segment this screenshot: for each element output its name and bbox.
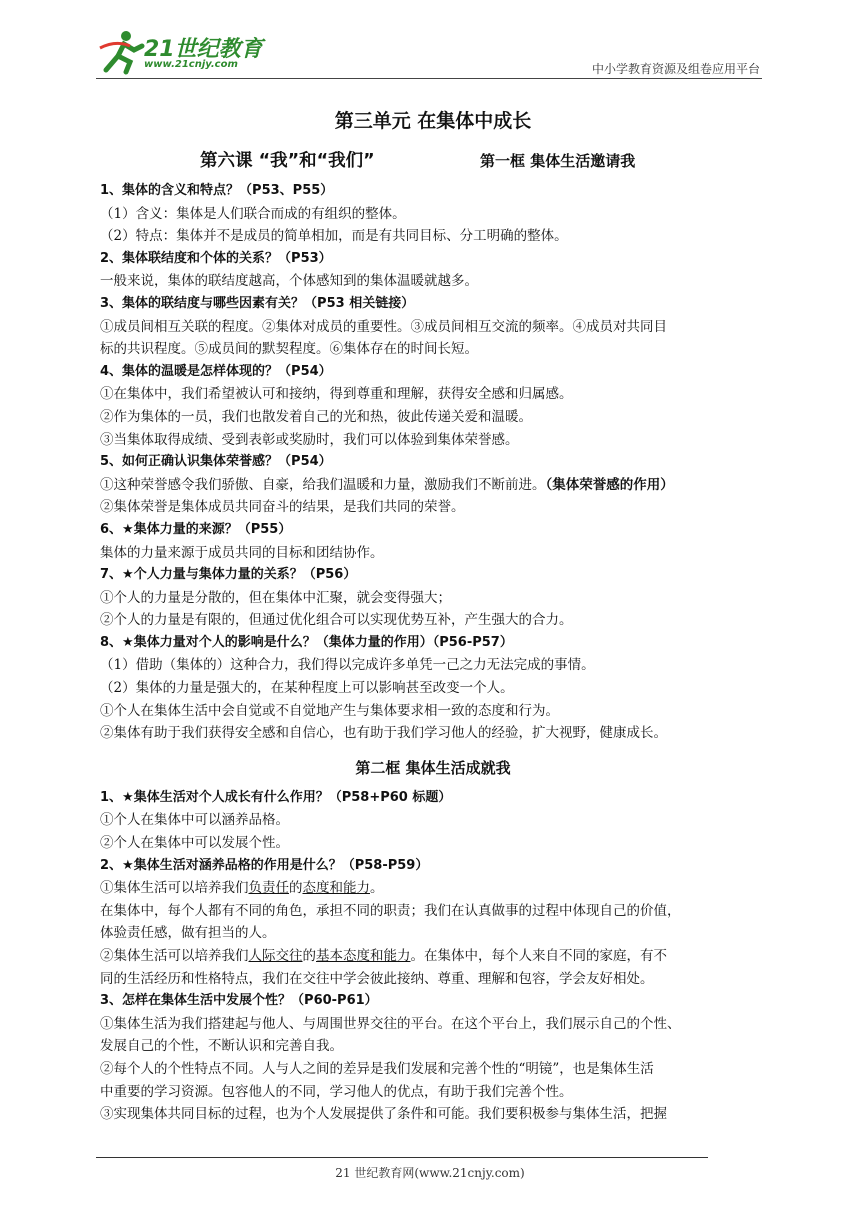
text-span: 的 [302, 948, 316, 964]
question-heading [100, 451, 766, 474]
unit-title: 第三单元 在集体中成长 [334, 110, 532, 132]
text-line [100, 900, 766, 923]
line-text: ①个人在集体生活中会自觉或不自觉地产生与集体要求相一致的态度和行为。 [100, 702, 559, 719]
text-line [100, 700, 766, 723]
text-line [100, 474, 766, 497]
line-text: ①在集体中，我们希望被认可和接纳，得到尊重和理解，获得安全感和归属感。 [100, 386, 573, 403]
text-span: ①集体生活可以培养我们 [100, 880, 249, 897]
line-text: 标的共识程度。⑤成员间的默契程度。⑥集体存在的时间长短。 [100, 341, 478, 358]
text-line [100, 968, 766, 991]
text-line [100, 383, 766, 406]
question-heading [100, 180, 766, 203]
line-text: 发展自己的个性，不断认识和完善自我。 [100, 1038, 343, 1055]
text-line [100, 270, 766, 293]
text-line [100, 203, 766, 226]
line-text: 1、集体的含义和特点？（P53、P55） [100, 183, 334, 198]
text-line [100, 654, 766, 677]
line-text: ②个人在集体中可以发展个性。 [100, 835, 289, 852]
question-heading [100, 855, 766, 878]
text-span: 。 [370, 880, 384, 897]
line-text: 5、如何正确认识集体荣誉感？（P54） [100, 454, 332, 470]
text-line [100, 1058, 766, 1081]
line-text: 体验责任感，做有担当的人。 [100, 925, 276, 942]
line-text: 2、★集体生活对涵养品格的作用是什么？（P58-P59） [100, 857, 429, 873]
lesson-title: 第六课 “我”和“我们” [200, 151, 375, 171]
question-heading [100, 293, 766, 316]
section-1 [100, 180, 766, 745]
line-text: ①集体生活为我们搭建起与他人、与周围世界交往的平台。在这个平台上，我们展示自己的个性、 [100, 1015, 681, 1032]
logo-url: www.21cnjy.com [144, 59, 238, 70]
text-line [100, 338, 766, 361]
line-text: （2）特点：集体并不是成员的简单相加，而是有共同目标、分工明确的整体。 [100, 228, 568, 245]
line-text: ③实现集体共同目标的过程，也为个人发展提供了条件和可能。我们要积极参与集体生活，把握 [100, 1106, 667, 1123]
line-text: 中重要的学习资源。包容他人的不同，学习他人的优点，有助于我们完善个性。 [100, 1083, 573, 1100]
question-heading [100, 564, 766, 587]
text-span: 。在集体中，每个人来自不同的家庭，有不 [410, 948, 667, 964]
question-heading [100, 787, 766, 810]
text-line [100, 832, 766, 855]
text-line [100, 542, 766, 565]
line-text: ①这种荣誉感令我们骄傲、自豪，给我们温暖和力量，激励我们不断前进。 [100, 476, 546, 493]
line-text: ②个人的力量是有限的，但通过优化组合可以实现优势互补，产生强大的合力。 [100, 612, 573, 629]
text-span: 的 [289, 880, 303, 897]
frame-2-title: 第二框 集体生活成就我 [355, 758, 511, 777]
text-line [100, 316, 766, 339]
line-text: 7、★个人力量与集体力量的关系？（P56） [100, 567, 357, 583]
lesson-heading [100, 142, 766, 180]
logo-text: 21世纪教育 [144, 37, 263, 62]
platform-name: 中小学教育资源及组卷应用平台 [591, 62, 760, 76]
line-text: ③当集体取得成绩、受到表彰或奖励时，我们可以体验到集体荣誉感。 [100, 431, 519, 448]
question-heading [100, 248, 766, 271]
line-text: 同的生活经历和性格特点，我们在交往中学会彼此接纳、尊重、理解和包容，学会友好相处。 [100, 970, 654, 987]
page-footer: 21 世纪教育网(www.21cnjy.com) [335, 1166, 525, 1180]
line-text: （1）含义：集体是人们联合而成的有组织的整体。 [100, 205, 406, 222]
line-text: ②每个人的个性特点不同。人与人之间的差异是我们发展和完善个性的“明镜”，也是集体生活 [100, 1060, 654, 1077]
line-text: ②集体有助于我们获得安全感和自信心，也有助于我们学习他人的经验，扩大视野，健康成长。 [100, 725, 667, 742]
line-text: 3、集体的联结度与哪些因素有关？（P53 相关链接） [100, 295, 415, 311]
section-2b [100, 900, 766, 945]
document-body [100, 106, 766, 1126]
line-text: 1、★集体生活对个人成长有什么作用？（P58+P60 标题） [100, 789, 452, 805]
text-line [100, 225, 766, 248]
frame-1-title: 第一框 集体生活邀请我 [480, 152, 636, 170]
underlined-line-2 [100, 945, 766, 968]
question-heading [100, 990, 766, 1013]
text-line [100, 1081, 766, 1104]
text-line [100, 1013, 766, 1036]
text-span: ②集体生活可以培养我们 [100, 948, 249, 964]
line-text: 8、★集体力量对个人的影响是什么？（集体力量的作用）（P56-P57） [100, 634, 513, 650]
text-line [100, 722, 766, 745]
text-line [100, 922, 766, 945]
underlined-term: 负责任 [248, 880, 289, 897]
line-text: ①个人的力量是分散的，但在集体中汇聚，就会变得强大； [100, 589, 451, 606]
line-text: 2、集体联结度和个体的关系？（P53） [100, 250, 332, 266]
text-line [100, 809, 766, 832]
line-text: 3、怎样在集体生活中发展个性？（P60-P61） [100, 993, 378, 1009]
text-line [100, 587, 766, 610]
text-line [100, 677, 766, 700]
line-text: （1）借助（集体的）这种合力，我们得以完成许多单凭一己之力无法完成的事情。 [100, 657, 595, 674]
text-line [100, 429, 766, 452]
text-line [100, 1035, 766, 1058]
logo [96, 26, 266, 76]
line-text: ①成员间相互关联的程度。②集体对成员的重要性。③成员间相互交流的频率。④成员对共同目 [100, 318, 667, 335]
underlined-line-1 [100, 877, 766, 900]
bold-note: （集体荣誉感的作用） [545, 476, 674, 493]
text-line [100, 609, 766, 632]
line-text: ①个人在集体中可以涵养品格。 [100, 812, 289, 829]
line-text: 一般来说，集体的联结度越高，个体感知到的集体温暖就越多。 [100, 273, 478, 290]
line-text: 4、集体的温暖是怎样体现的？（P54） [100, 363, 332, 379]
line-text: ②集体荣誉是集体成员共同奋斗的结果，是我们共同的荣誉。 [100, 499, 465, 516]
underlined-term: 基本态度和能力 [316, 948, 411, 964]
line-text: 集体的力量来源于成员共同的目标和团结协作。 [100, 544, 384, 561]
question-heading [100, 361, 766, 384]
underlined-term: 态度和能力 [302, 880, 370, 897]
line-text: 在集体中，每个人都有不同的角色，承担不同的职责；我们在认真做事的过程中体现自己的价值， [100, 902, 681, 919]
underlined-term: 人际交往 [248, 948, 303, 964]
line-text: ②作为集体的一员，我们也散发着自己的光和热，彼此传递关爱和温暖。 [100, 408, 532, 425]
text-line [100, 1103, 766, 1126]
line-text: （2）集体的力量是强大的，在某种程度上可以影响甚至改变一个人。 [100, 680, 514, 697]
question-heading [100, 519, 766, 542]
text-line [100, 496, 766, 519]
text-line [100, 406, 766, 429]
section-2a [100, 787, 766, 877]
section-2c [100, 968, 766, 1126]
page-header [96, 26, 762, 79]
footer-rule [96, 1157, 708, 1158]
question-heading [100, 632, 766, 655]
runner-logo-icon [96, 26, 146, 76]
line-text: 6、★集体力量的来源？（P55） [100, 521, 292, 537]
